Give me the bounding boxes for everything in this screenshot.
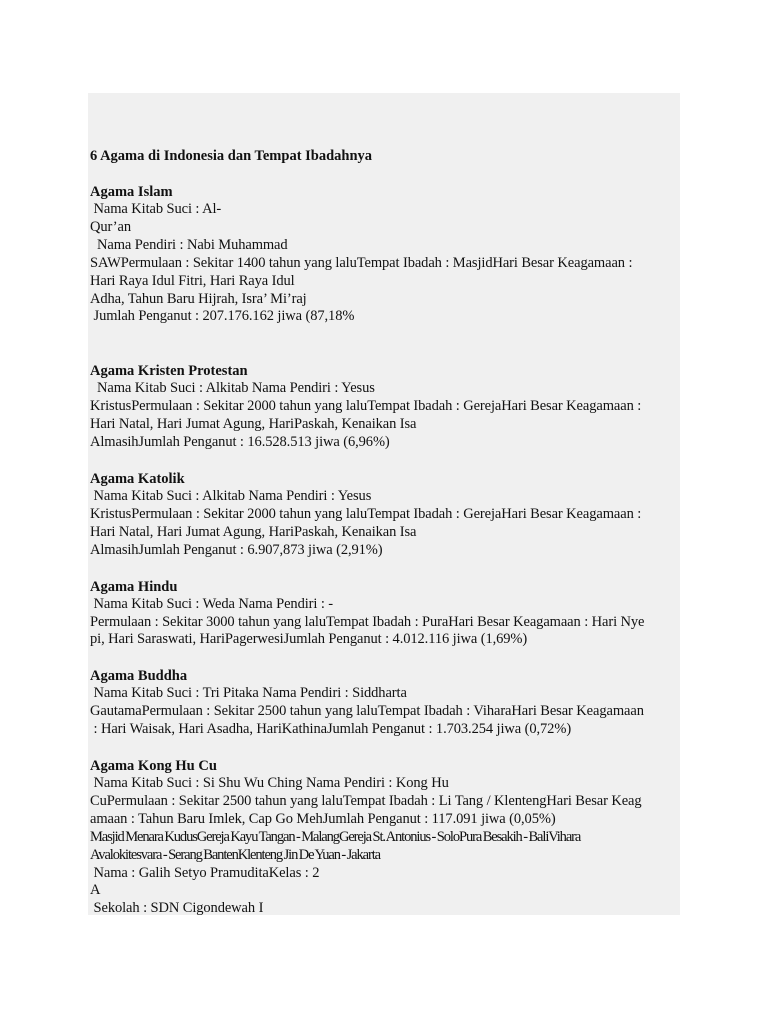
places-list bbox=[90, 829, 680, 865]
text-line: Adha, Tahun Baru Hijrah, Isra’ Mi’raj bbox=[90, 290, 307, 307]
section-buddha bbox=[90, 667, 680, 739]
text-line: SAWPermulaan : Sekitar 1400 tahun yang laluTempat Ibadah : MasjidHari Besar Keagamaan : bbox=[90, 254, 633, 271]
section-heading: Agama Kristen Protestan bbox=[90, 363, 248, 380]
section-heading: Agama Islam bbox=[90, 184, 173, 200]
text-line: Nama Kitab Suci : Alkitab Nama Pendiri : Yesus bbox=[90, 487, 372, 504]
document-title: 6 Agama di Indonesia dan Tempat Ibadahnya bbox=[90, 148, 373, 164]
section-protestan bbox=[90, 362, 680, 452]
text-line: Nama Pendiri : Nabi Muhammad bbox=[90, 236, 288, 253]
text-line: Permulaan : Sekitar 3000 tahun yang laluTempat Ibadah : PuraHari Besar Keagamaan : Hari Nye bbox=[90, 613, 645, 630]
text-line: Nama Kitab Suci : Al- bbox=[90, 201, 222, 217]
text-line: Nama Kitab Suci : Weda Nama Pendiri : - bbox=[90, 595, 334, 612]
section-heading: Agama Katolik bbox=[90, 470, 185, 487]
author-info bbox=[90, 865, 680, 919]
document-page bbox=[88, 93, 680, 915]
section-heading: Agama Hindu bbox=[90, 578, 178, 595]
section-islam bbox=[90, 183, 680, 326]
text-line: AlmasihJumlah Penganut : 16.528.513 jiwa (6,96%) bbox=[90, 434, 390, 451]
author-class-suffix: A bbox=[90, 882, 101, 899]
author-name-class: Nama : Galih Setyo PramuditaKelas : 2 bbox=[90, 864, 320, 881]
section-konghucu bbox=[90, 757, 680, 829]
text-line: GautamaPermulaan : Sekitar 2500 tahun yang laluTempat Ibadah : ViharaHari Besar Keagamaan bbox=[90, 703, 644, 720]
text-line: amaan : Tahun Baru Imlek, Cap Go MehJumlah Penganut : 117.091 jiwa (0,05%) bbox=[90, 810, 556, 827]
text-line: Nama Kitab Suci : Alkitab Nama Pendiri : Yesus bbox=[90, 380, 375, 397]
spacer bbox=[90, 452, 680, 470]
text-line: AlmasihJumlah Penganut : 6.907,873 jiwa (2,91%) bbox=[90, 541, 383, 558]
text-line: Hari Raya Idul Fitri, Hari Raya Idul bbox=[90, 272, 295, 289]
section-heading: Agama Buddha bbox=[90, 668, 188, 685]
text-line: KristusPermulaan : Sekitar 2000 tahun yang laluTempat Ibadah : GerejaHari Besar Keagamaan : bbox=[90, 398, 642, 415]
section-heading: Agama Kong Hu Cu bbox=[90, 758, 217, 775]
text-line: Nama Kitab Suci : Si Shu Wu Ching Nama Pendiri : Kong Hu bbox=[90, 775, 449, 792]
text-line: : Hari Waisak, Hari Asadha, HariKathinaJumlah Penganut : 1.703.254 jiwa (0,72%) bbox=[90, 721, 572, 738]
places-line: Avalokitesvara - Serang BantenKlenteng Jin De Yuan - Jakarta bbox=[90, 846, 380, 863]
text-line: Jumlah Penganut : 207.176.162 jiwa (87,18% bbox=[90, 308, 355, 325]
spacer bbox=[90, 560, 680, 578]
text-line: Hari Natal, Hari Jumat Agung, HariPaskah, Kenaikan Isa bbox=[90, 416, 417, 433]
spacer bbox=[90, 165, 680, 183]
spacer bbox=[90, 326, 680, 362]
text-line: Hari Natal, Hari Jumat Agung, HariPaskah, Kenaikan Isa bbox=[90, 523, 417, 540]
text-line: Qur’an bbox=[90, 218, 132, 235]
text-line: Nama Kitab Suci : Tri Pitaka Nama Pendiri : Siddharta bbox=[90, 685, 407, 702]
spacer bbox=[90, 649, 680, 667]
section-hindu bbox=[90, 578, 680, 650]
text-line: pi, Hari Saraswati, HariPagerwesiJumlah Penganut : 4.012.116 jiwa (1,69%) bbox=[90, 631, 528, 648]
text-line: CuPermulaan : Sekitar 2500 tahun yang laluTempat Ibadah : Li Tang / KlentengHari Besar Keag bbox=[90, 792, 642, 809]
places-line: Masjid Menara KudusGereja Kayu Tangan - MalangGereja St. Antonius - SoloPura Besakih - BaliVihara bbox=[90, 828, 581, 845]
spacer bbox=[90, 739, 680, 757]
author-school: Sekolah : SDN Cigondewah I bbox=[90, 900, 264, 917]
section-katolik bbox=[90, 470, 680, 560]
text-line: KristusPermulaan : Sekitar 2000 tahun yang laluTempat Ibadah : GerejaHari Besar Keagamaan : bbox=[90, 505, 642, 522]
